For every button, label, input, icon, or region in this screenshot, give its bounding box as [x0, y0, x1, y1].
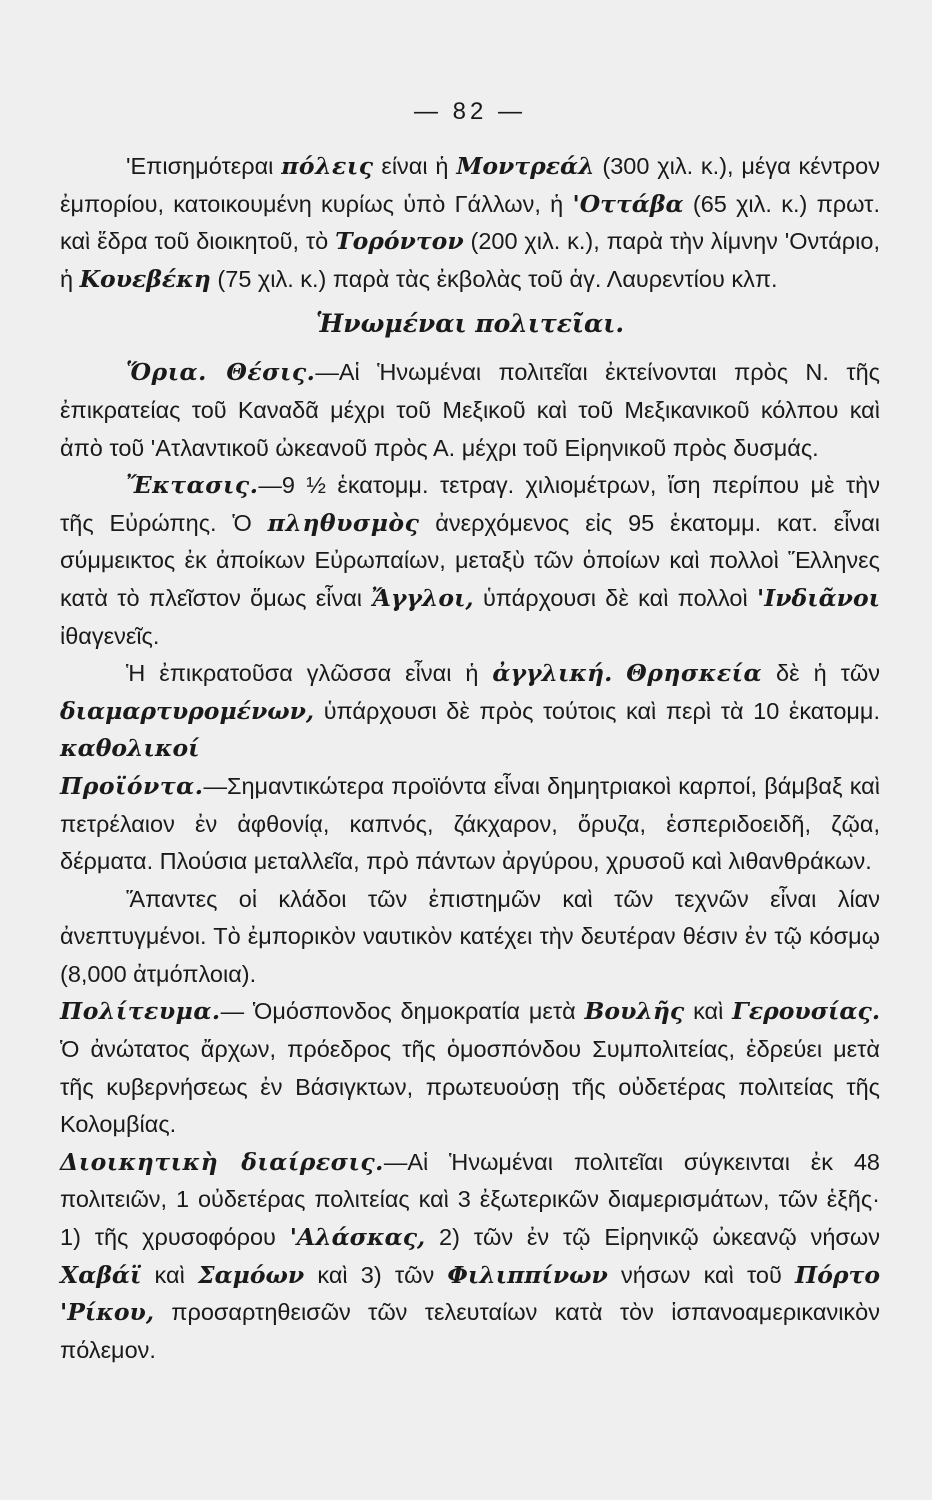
text: είναι ἡ	[373, 153, 457, 179]
text: καὶ	[684, 998, 733, 1025]
subheading: Ὅρια. Θέσις.	[126, 358, 316, 387]
subheading: Προϊόντα.	[60, 771, 204, 800]
page-number: — 82 —	[413, 98, 527, 125]
paragraph-borders	[60, 354, 880, 467]
text: προσαρτηθεισῶν τῶν τελευταίων κατὰ τὸν ἱσπανοαμερικανικὸν πόλεμον.	[60, 1299, 880, 1363]
text: — Ὁμόσπονδος δημοκρατία μετὰ	[220, 998, 585, 1025]
city-name: Κουεβέκη	[79, 264, 211, 293]
text: Ἡ ἐπικρατοῦσα γλῶσσα εἶναι ἡ	[126, 660, 493, 687]
keyword: Ἄγγλοι,	[371, 583, 474, 612]
text: καὶ	[141, 1261, 198, 1288]
keyword: πόλεις	[281, 152, 374, 180]
text: (300 χιλ. κ.), μέγα κέντρον ἐμπορίου, κατοικουμένη κυρίως ὑπὸ Γάλλων, ἡ	[60, 153, 880, 217]
keyword: Πόρτο 'Ρίκου,	[60, 1260, 881, 1327]
subheading: Πολίτευμα.	[60, 997, 221, 1026]
text: (75 χιλ. κ.) παρὰ τὰς ἐκβολὰς τοῦ ἁγ. Λαυρεντίου κλπ.	[210, 265, 778, 292]
text: —Σημαντικώτερα προϊόντα εἶναι δημητριακοὶ καρποί, βάμβαξ καὶ πετρέλαιον ἐν ἀφθονίᾳ, καπνός, ζάκχαρον, ὄρυζα, ἑσπεριδοειδῆ, ζῷα, δέρματα. Πλούσια μεταλλεῖα, πρὸ πάντων ἀργύρου, χρυσοῦ καὶ λιθανθράκων.	[60, 772, 880, 875]
keyword: Θρησκεία	[626, 659, 763, 688]
text: ἀνερχόμενος εἰς 95 ἑκατομμ. κατ. εἶναι σύμμεικτος ἐκ ἀποίκων Εὐρωπαίων, μεταξὺ τῶν ὁποίων καὶ πολλοὶ Ἕλληνες κατὰ τὸ πλεῖστον ὅμως εἶναι	[60, 509, 880, 611]
keyword: πληθυσμὸς	[267, 508, 420, 537]
keyword: Βουλῆς	[584, 997, 685, 1026]
text: ὑπάρχουσι δὲ πρὸς τούτοις καὶ περὶ τὰ 10 ἑκατομμ.	[314, 697, 880, 724]
text	[612, 660, 626, 686]
text: ἰθαγενεῖς.	[60, 622, 160, 649]
paragraph-sciences	[60, 881, 880, 994]
text: καὶ 3) τῶν	[304, 1261, 448, 1288]
paragraph-products	[60, 768, 880, 881]
paragraph-language	[60, 655, 880, 768]
keyword: Γερουσίας.	[732, 997, 881, 1026]
city-name: Μοντρεάλ	[456, 152, 595, 180]
paragraph-divisions	[60, 1144, 880, 1370]
keyword: καθολικοί	[60, 734, 200, 763]
text: —Αἱ Ἡνωμέναι πολιτεῖαι ἐκτείνονται πρὸς Ν. τῆς ἐπικρατείας τοῦ Καναδᾶ μέχρι τοῦ Μεξικοῦ καὶ τοῦ Μεξικανικοῦ κόλπου καὶ ἀπὸ τοῦ 'Ατλαντικοῦ ὠκεανοῦ πρὸς Α. μέχρι τοῦ Εἰρηνικοῦ πρὸς δυσμάς.	[60, 359, 880, 461]
keyword: 'Ινδιᾶνοι	[757, 583, 881, 612]
text: δὲ ἡ τῶν	[762, 660, 880, 687]
text: (200 χιλ. κ.), παρὰ τὴν λίμνην 'Οντάριο, ἡ	[60, 228, 880, 292]
keyword: Σαμόων	[197, 1260, 305, 1289]
text: 2) τῶν ἐν τῷ Εἰρηνικῷ ὠκεανῷ νήσων	[425, 1224, 880, 1251]
keyword: 'Αλάσκας,	[289, 1223, 426, 1252]
text: —Αἱ Ἡνωμέναι πολιτεῖαι σύγκεινται ἐκ 48 πολιτειῶν, 1 οὐδετέρας πολιτείας καὶ 3 ἐξωτερικῶν διαμερισμάτων, τῶν ἑξῆς· 1) τῆς χρυσοφόρου	[60, 1148, 880, 1251]
city-name: Τορόντον	[335, 227, 464, 256]
text: νήσων καὶ τοῦ	[607, 1261, 796, 1288]
text: ὑπάρχουσι δὲ καὶ πολλοὶ	[473, 584, 758, 611]
text: (65 χιλ. κ.) πρωτ. καὶ ἕδρα τοῦ διοικητοῦ, τὸ	[60, 190, 880, 255]
subheading: Διοικητικὴ διαίρεσις.	[60, 1147, 384, 1176]
paragraph-government	[60, 993, 880, 1143]
text: Ἅπαντες οἱ κλάδοι τῶν ἐπιστημῶν καὶ τῶν τεχνῶν εἶναι λίαν ἀνεπτυγμένοι. Τὸ ἐμπορικὸν ναυτικὸν κατέχει τὴν δευτέραν θέσιν ἐν τῷ κόσμῳ (8,000 ἀτμόπλοια).	[60, 885, 880, 987]
text: 'Επισημότεραι	[126, 153, 282, 179]
text: —9 ½ ἑκατομμ. τετραγ. χιλιομέτρων, ἴση περίπου μὲ τὴν τῆς Εὐρώπης. Ὁ	[60, 472, 880, 536]
text: Ὁ ἀνώτατος ἄρχων, πρόεδρος τῆς ὁμοσπόνδου Συμπολιτείας, ἑδρεύει μετὰ τῆς κυβερνήσεως ἐν Βάσιγκτων, πρωτευούσῃ τῆς οὐδετέρας πολιτείας τῆς Κολομβίας.	[60, 1036, 880, 1138]
subheading: Ἔκτασις.	[126, 471, 259, 500]
paragraph-area	[60, 467, 880, 655]
keyword: ἀγγλική.	[492, 659, 613, 688]
keyword: Φιλιππίνων	[447, 1260, 608, 1289]
paragraph-cities	[60, 148, 880, 298]
city-name: 'Οττάβα	[572, 189, 684, 218]
section-title: Ἡνωμέναι πολιτεῖαι.	[315, 309, 625, 339]
keyword: Χαβάϊ	[60, 1260, 142, 1289]
keyword: διαμαρτυρομένων,	[60, 696, 315, 725]
